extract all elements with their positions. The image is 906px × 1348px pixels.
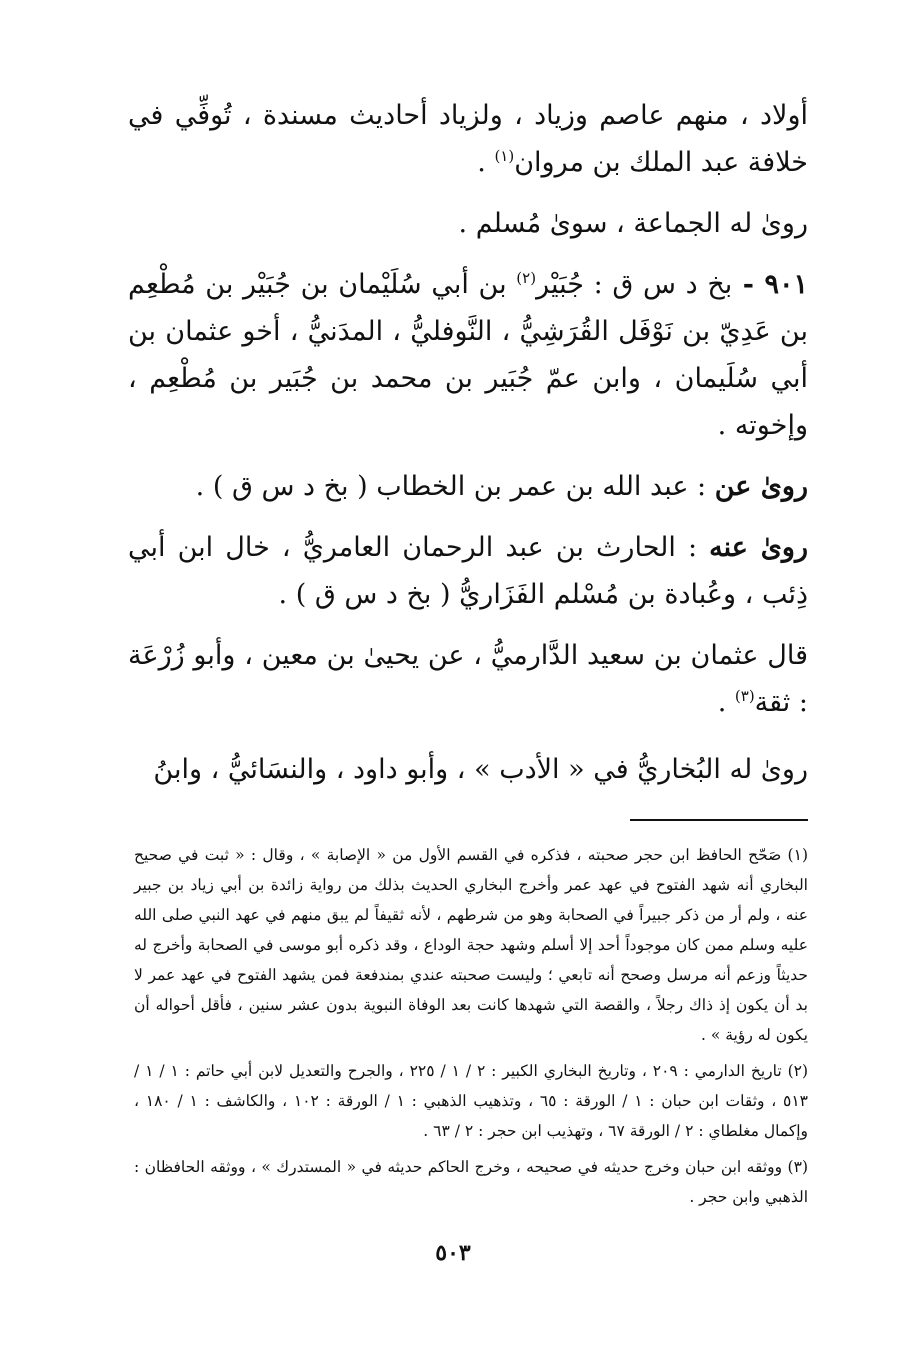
paragraph-qala [128,632,808,726]
rawa-anhu-text: : الحارث بن عبد الرحمان العامريُّ ، خال ابن أبي ذِئب ، وعُبادة بن مُسْلم الفَزَاريُّ ( بخ د س ق ) . [128,532,808,610]
footnotes [134,840,808,1212]
paragraph-rawa-an [128,463,808,510]
footnote-3: (٣) ووثقه ابن حبان وخرج حديثه في صحيحه ، وخرج الحاكم حديثه في « المستدرك » ، ووثقه الحافظان : الذهبي وابن حجر . [134,1158,808,1206]
paragraph-rawa-anhu [128,524,808,618]
footnote-separator [630,819,808,821]
entry-text: بن أبي سُلَيْمان بن جُبَيْر بن مُطْعِم بن عَدِيّ بن نَوْفَل القُرَشِيُّ ، النَّوفليُّ ، المدَنيُّ ، أخو عثمان بن أبي سُلَيمان ، وابن عمّ جُبَير بن محمد بن جُبَير بن مُطْعِم ، وإخوته . [128,269,808,441]
entry-901 [128,261,808,449]
footnote-1: (١) صَحّح الحافظ ابن حجر صحبته ، فذكره في القسم الأول من « الإصابة » ، وقال : « ثبت في صحيح البخاري أنه شهد الفتوح في عهد عمر وأخرج البخاري الحديث بذلك من رواية زائدة بن أبي زياد بن جبير عنه ، ولم أر من ذكر جبيراً في الصحابة وهو من شرطهم ، لأنه ثقيفاً لم يبق منهم في عهد النبي صلى الله عليه وسلم ممن كان موجوداً أحد إلا أسلم وشهد حجة الوداع ، وقد ذكره أبو موسى في الصحابة وأخرج له حديثاً وزعم أنه مرسل وصحح أنه تابعي ؛ وليست صحبته عندي بمندفعة فمن يشهد الفتوح في عهد عمر لا بد أن يكون إذ ذاك رجلاً ، والقصة التي شهدها كانت بعد الوفاة النبوية بدون عشر سنين ، فأقل أحواله أن يكون له رؤية » . [134,846,808,1044]
qala-end: . [717,687,735,718]
footnote-ref-2: (٢) [516,269,537,287]
entry-name: جُبَيْر [536,269,584,300]
paragraph-intro [128,92,808,186]
entry-number: ٩٠١ - [732,269,808,300]
entry-codes: بخ د س ق : [583,269,733,300]
footnote-2: (٢) تاريخ الدارمي : ٢٠٩ ، وتاريخ البخاري الكبير : ٢ / ١ / ٢٢٥ ، والجرح والتعديل لابن أبي حاتم : ١ / ١ / ٥١٣ ، وثقات ابن حبان : ١ / الورقة : ٦٥ ، وتذهيب الذهبي : ١ / الورقة : ١٠٢ ، والكاشف : ١ / ١٨٠ ، وإكمال مغلطاي : ٢ / الورقة ٦٧ ، وتهذيب ابن حجر : ٢ / ٦٣ . [134,1062,809,1140]
rawa-an-label: روىٰ عن [714,471,808,502]
paragraph-rawa-lahu-bukhari: روىٰ له البُخاريُّ في « الأدب » ، وأبو داود ، والنسَائيُّ ، وابنُ [153,754,808,785]
qala-text: قال عثمان بن سعيد الدَّارميُّ ، عن يحيىٰ بن معين ، وأبو زُرْعَة : ثقة [128,640,808,718]
paragraph-intro-text: أولاد ، منهم عاصم وزياد ، ولزياد أحاديث مسندة ، تُوفِّي في خلافة عبد الملك بن مروان [128,100,808,178]
paragraph-intro-end: . [477,147,495,178]
rawa-anhu-label: روىٰ عنه [709,532,808,563]
main-text [128,92,808,793]
footnote-ref-3: (٣) [734,687,755,705]
footnote-ref-1: (١) [494,147,515,165]
rawa-an-text: : عبد الله بن عمر بن الخطاب ( بخ د س ق ) . [195,471,715,502]
page-number: ٥٠٣ [435,1240,471,1266]
paragraph-rawa-lahu: روىٰ له الجماعة ، سوىٰ مُسلم . [458,208,808,239]
